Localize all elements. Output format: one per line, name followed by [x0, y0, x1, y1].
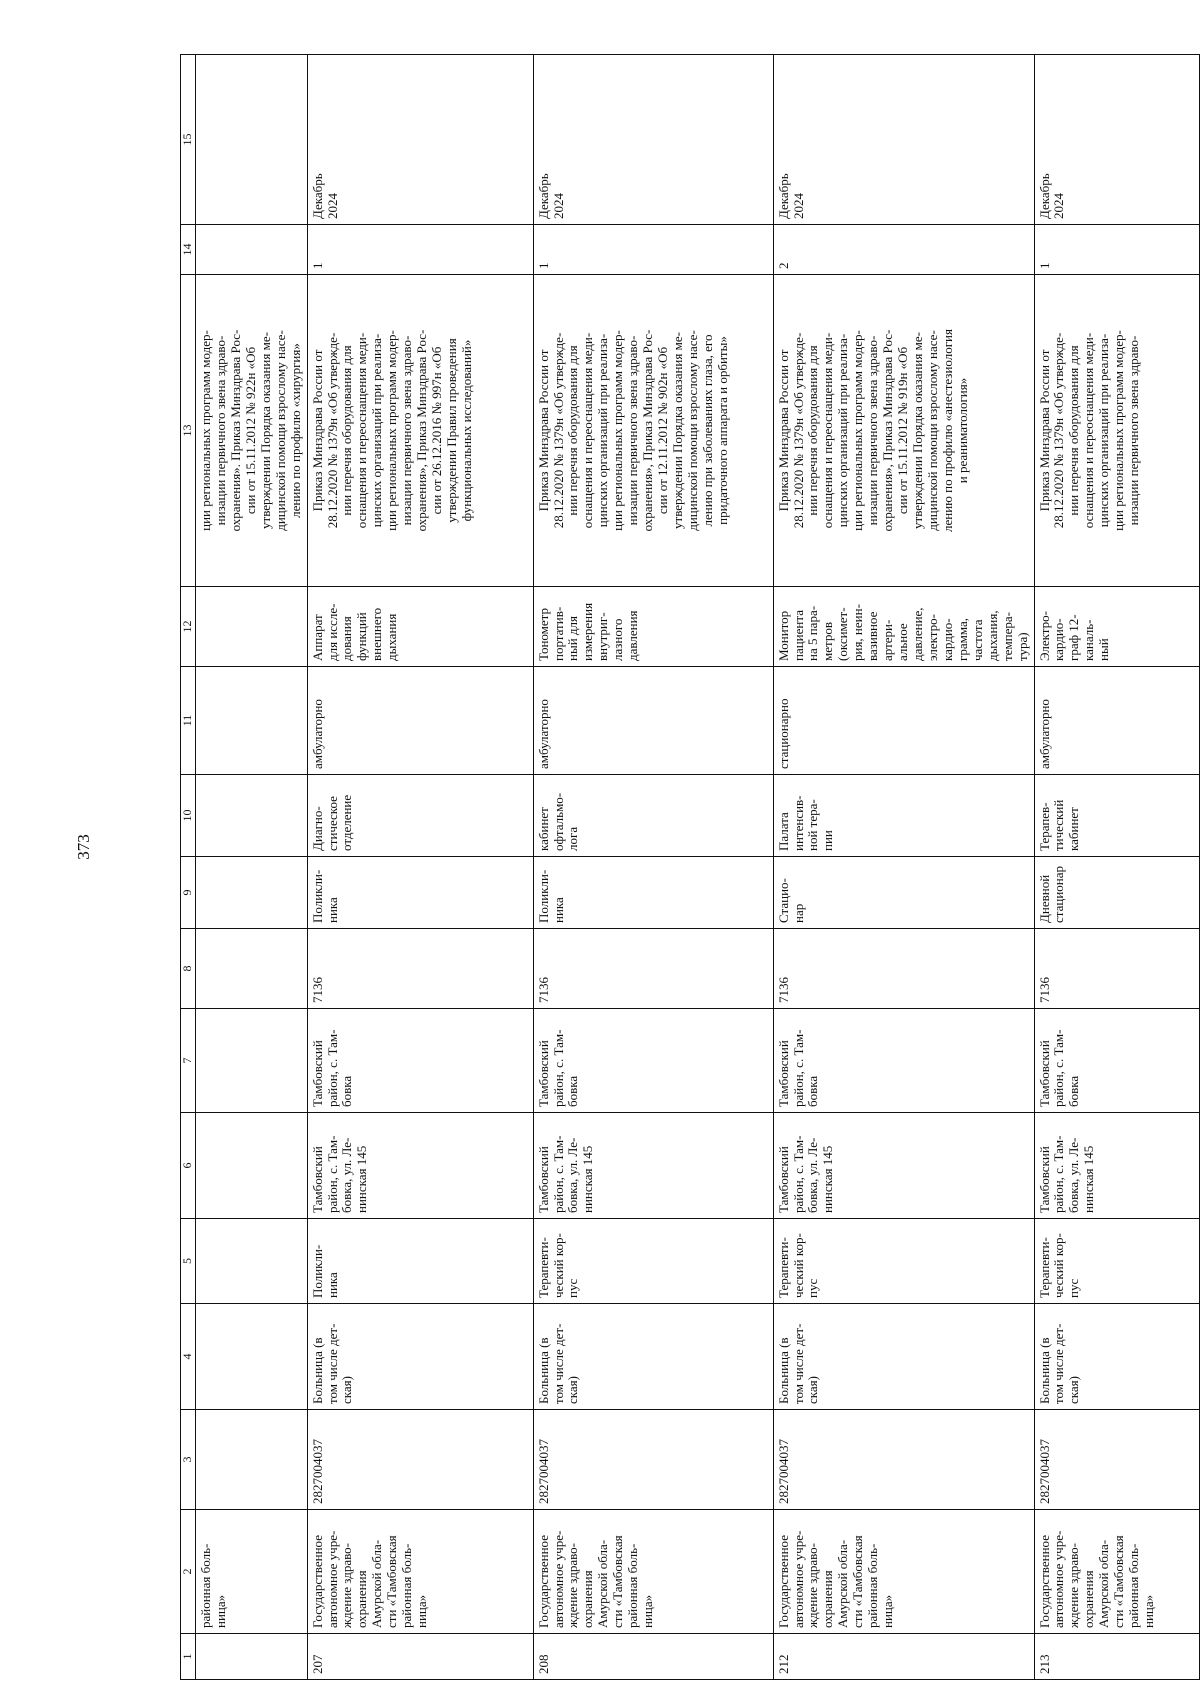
cell-organization: районная боль- ница» — [196, 1510, 308, 1634]
cell-equipment: Монитор пациента на 5 пара- метров (оксимет- рия, неин- вазивное артери- альное давление, электро- кардио- грамма, частота дыхания, темпера- тура) — [773, 587, 1034, 667]
col-header: 14 — [181, 225, 196, 275]
cell-building: Поликли- ника — [307, 1219, 533, 1304]
col-header: 8 — [181, 929, 196, 1009]
cell-quantity: 1 — [1034, 225, 1199, 275]
cell — [196, 1113, 308, 1219]
col-header: 11 — [181, 667, 196, 775]
cell-inn: 2827004037 — [307, 1410, 533, 1510]
cell-legal-basis: ции региональных программ модер- низации первичного звена здраво- охранения». Приказ Минздрава Рос- сии от 15.11.2012 № 922н «Об утверждении Порядка оказания ме- дицинской помощи взрослому насе- лению по профилю «хирургия» — [196, 275, 308, 587]
cell — [196, 857, 308, 929]
col-header: 12 — [181, 587, 196, 667]
cell-row-number: 207 — [307, 1634, 533, 1680]
col-header: 13 — [181, 275, 196, 587]
cell-legal-basis: Приказ Минздрава России от 28.12.2020 № 1379н «Об утвержде- нии перечня оборудования для оснащения и переоснащения меди- цинских организаций при реализа- ции региональных программ модер- низации первичного звена здраво- охранения», Приказ Минздрава Рос- сии от 15.11.2012 № 919н «Об утверждении Порядка оказания ме- дицинской помощи взрослому насе- лению по профилю «анестезиология и реаниматология» — [773, 275, 1034, 587]
equipment-table — [180, 54, 1200, 1680]
cell-location: Тамбовский район, с. Там- бовка — [307, 1009, 533, 1113]
cell-deadline: Декабрь 2024 — [307, 55, 533, 225]
header-row — [181, 55, 196, 1680]
cell-location: Тамбовский район, с. Там- бовка — [533, 1009, 773, 1113]
cell-building: Терапевти- ческий кор- пус — [533, 1219, 773, 1304]
cell-department: кабинет офтальмо- лога — [533, 775, 773, 857]
cell-legal-basis: Приказ Минздрава России от 28.12.2020 № 1379н «Об утвержде- нии перечня оборудования для оснащения и переоснащения меди- цинских организаций при реализа- ции региональных программ модер- низации первичного звена здраво- охранения», Приказ Минздрава Рос- сии от 26.12.2016 № 997н «Об утверждении Правил проведения функциональных исследований» — [307, 275, 533, 587]
col-header: 5 — [181, 1219, 196, 1304]
cell-row-number: 213 — [1034, 1634, 1199, 1680]
rotated-table-container — [180, 55, 1185, 1680]
cell-org-type: Больница (в том числе дет- ская) — [307, 1304, 533, 1410]
cell-equipment: Тонометр портатив- ный для измерения внутриг- лазного давления — [533, 587, 773, 667]
cell-address: Тамбовский район, с. Там- бовка, ул. Ле- нинская 145 — [533, 1113, 773, 1219]
cell-org-type: Больница (в том числе дет- ская) — [1034, 1304, 1199, 1410]
cell-code: 7136 — [307, 929, 533, 1009]
cell-division: Стацио- нар — [773, 857, 1034, 929]
cell-quantity: 1 — [533, 225, 773, 275]
col-header: 9 — [181, 857, 196, 929]
cell — [196, 775, 308, 857]
cell-org-type: Больница (в том числе дет- ская) — [773, 1304, 1034, 1410]
cell-care-form: стационарно — [773, 667, 1034, 775]
col-header: 15 — [181, 55, 196, 225]
cell — [196, 1304, 308, 1410]
cell-row-number: 208 — [533, 1634, 773, 1680]
table-row — [533, 55, 773, 1680]
cell — [196, 667, 308, 775]
cell-inn: 2827004037 — [773, 1410, 1034, 1510]
cell-division: Дневной стационар — [1034, 857, 1199, 929]
cell-code: 7136 — [533, 929, 773, 1009]
cell-deadline: Декабрь 2024 — [1034, 55, 1199, 225]
cell-location: Тамбовский район, с. Там- бовка — [1034, 1009, 1199, 1113]
cell-organization: Государственное автономное учре- ждение здраво- охранения Амурской обла- сти «Тамбовская районная боль- ница» — [1034, 1510, 1199, 1634]
cell-equipment: Аппарат для иссле- дования функций внешнего дыхания — [307, 587, 533, 667]
cell-address: Тамбовский район, с. Там- бовка, ул. Ле- нинская 145 — [1034, 1113, 1199, 1219]
cell-deadline: Декабрь 2024 — [533, 55, 773, 225]
cell-deadline: Декабрь 2024 — [773, 55, 1034, 225]
cell-department: Диагно- стическое отделение — [307, 775, 533, 857]
cell — [196, 1634, 308, 1680]
cell-care-form: амбулаторно — [307, 667, 533, 775]
cell — [196, 55, 308, 225]
cell-organization: Государственное автономное учре- ждение здраво- охранения Амурской обла- сти «Тамбовская районная боль- ница» — [773, 1510, 1034, 1634]
cell-division: Поликли- ника — [533, 857, 773, 929]
col-header: 6 — [181, 1113, 196, 1219]
col-header: 2 — [181, 1510, 196, 1634]
cell-building: Терапевти- ческий кор- пус — [1034, 1219, 1199, 1304]
cell-care-form: амбулаторно — [1034, 667, 1199, 775]
cell-legal-basis: Приказ Минздрава России от 28.12.2020 № 1379н «Об утвержде- нии перечня оборудования для оснащения и переоснащения меди- цинских организаций при реализа- ции региональных программ модер- низации первичного звена здраво- — [1034, 275, 1199, 587]
cell-building: Терапевти- ческий кор- пус — [773, 1219, 1034, 1304]
cell — [196, 1219, 308, 1304]
cell-organization: Государственное автономное учре- ждение здраво- охранения Амурской обла- сти «Тамбовская районная боль- ница» — [307, 1510, 533, 1634]
cell-care-form: амбулаторно — [533, 667, 773, 775]
cell — [196, 929, 308, 1009]
cell-org-type: Больница (в том числе дет- ская) — [533, 1304, 773, 1410]
col-header: 10 — [181, 775, 196, 857]
cell-inn: 2827004037 — [533, 1410, 773, 1510]
cell-address: Тамбовский район, с. Там- бовка, ул. Ле- нинская 145 — [773, 1113, 1034, 1219]
cell-code: 7136 — [773, 929, 1034, 1009]
col-header: 7 — [181, 1009, 196, 1113]
cell-organization: Государственное автономное учре- ждение здраво- охранения Амурской обла- сти «Тамбовская районная боль- ница» — [533, 1510, 773, 1634]
cell — [196, 1009, 308, 1113]
table-row — [307, 55, 533, 1680]
cell-legal-basis: Приказ Минздрава России от 28.12.2020 № 1379н «Об утвержде- нии перечня оборудования для оснащения и переоснащения меди- цинских организаций при реализа- ции региональных программ модер- низации первичного звена здраво- охранения», Приказ Минздрава Рос- сии от 12.11.2012 № 902н «Об утверждении Порядка оказания ме- дицинской помощи взрослому насе- лению при заболеваниях глаза, его придаточного аппарата и орбиты» — [533, 275, 773, 587]
col-header: 4 — [181, 1304, 196, 1410]
cell-address: Тамбовский район, с. Там- бовка, ул. Ле- нинская 145 — [307, 1113, 533, 1219]
cell — [196, 1410, 308, 1510]
table-row — [1034, 55, 1199, 1680]
cell-division: Поликли- ника — [307, 857, 533, 929]
cell-location: Тамбовский район, с. Там- бовка — [773, 1009, 1034, 1113]
cell-code: 7136 — [1034, 929, 1199, 1009]
cell-department: Палата интенсив- ной тера- пии — [773, 775, 1034, 857]
col-header: 1 — [181, 1634, 196, 1680]
table-row — [773, 55, 1034, 1680]
cell-row-number: 212 — [773, 1634, 1034, 1680]
cell-inn: 2827004037 — [1034, 1410, 1199, 1510]
cell — [196, 225, 308, 275]
cell-quantity: 2 — [773, 225, 1034, 275]
cell-department: Терапев- тический кабинет — [1034, 775, 1199, 857]
continuation-row — [196, 55, 308, 1680]
cell-quantity: 1 — [307, 225, 533, 275]
cell-equipment: Электро- кардио- граф 12- каналь- ный — [1034, 587, 1199, 667]
cell — [196, 587, 308, 667]
page-number: 373 — [74, 834, 93, 860]
col-header: 3 — [181, 1410, 196, 1510]
